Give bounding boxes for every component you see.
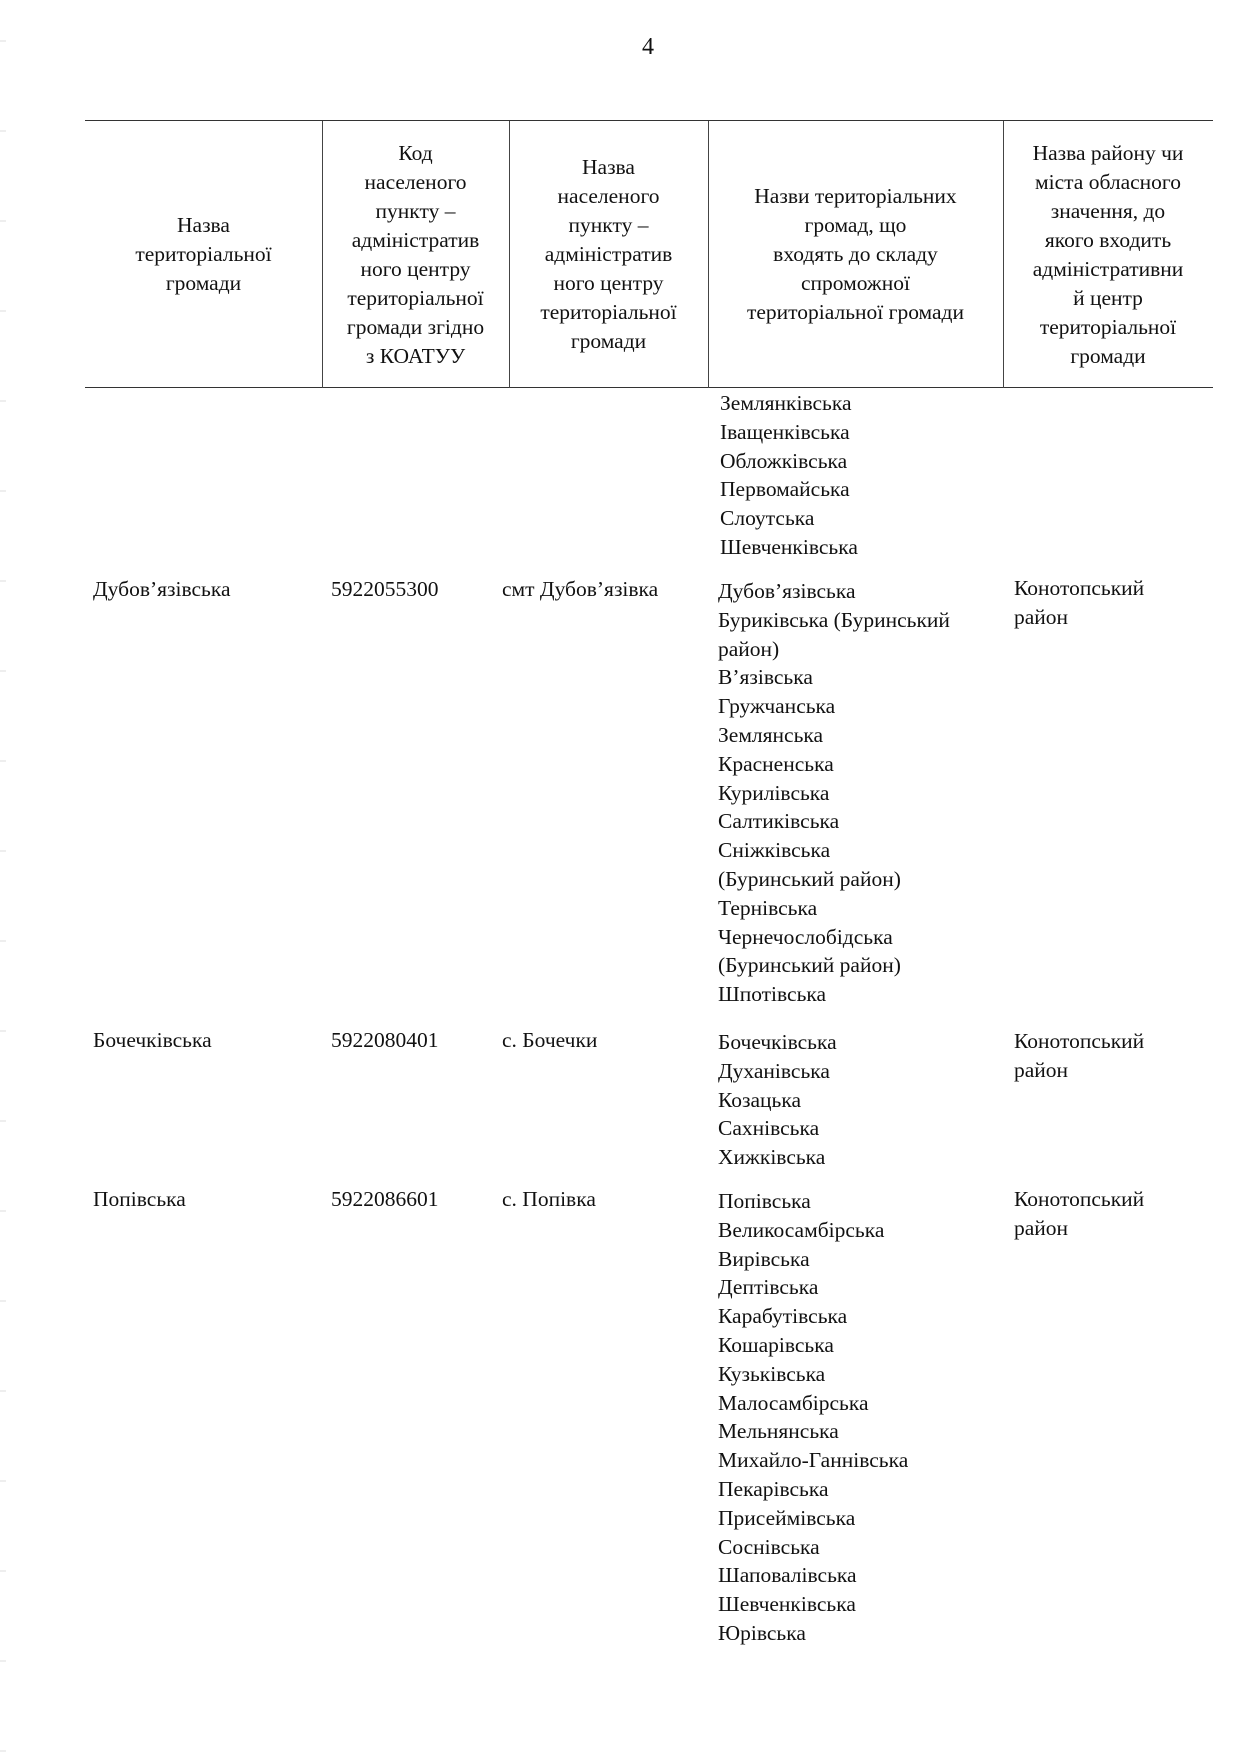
center-name: смт Дубов’язівка bbox=[502, 577, 659, 601]
koatuu-code: 5922055300 bbox=[331, 577, 439, 601]
member-community: (Буринський район) bbox=[718, 953, 901, 978]
header-text-line: якого входить bbox=[1044, 227, 1172, 252]
header-text-line: входять до складу bbox=[773, 242, 938, 266]
member-community: Кузьківська bbox=[718, 1361, 826, 1386]
header-text-line: спроможної bbox=[800, 271, 911, 295]
member-community: Дептівська bbox=[718, 1275, 819, 1300]
member-community: Пекарівська bbox=[718, 1476, 829, 1501]
header-text-line: територіальної bbox=[347, 285, 484, 310]
member-community: Кошарівська bbox=[718, 1332, 834, 1357]
district-name bbox=[1014, 574, 1144, 632]
member-community: район) bbox=[718, 636, 780, 661]
header-text-line: ного центру bbox=[553, 271, 664, 295]
member-community: (Буринський район) bbox=[718, 866, 901, 891]
member-community: Малосамбірська bbox=[718, 1390, 869, 1415]
member-community: Великосамбірська bbox=[718, 1217, 885, 1242]
member-community: Шаповалівська bbox=[718, 1563, 857, 1588]
member-community: Обложківська bbox=[720, 448, 848, 473]
member-community: Тернівська bbox=[718, 895, 818, 920]
district-text-line: район bbox=[1014, 1215, 1069, 1240]
community-name: Попівська bbox=[93, 1187, 186, 1211]
member-community: Землянська bbox=[718, 722, 824, 747]
header-text-line: Назви територіальних bbox=[754, 184, 957, 208]
header-text-line: пункту – bbox=[375, 198, 456, 223]
district-name bbox=[1014, 1025, 1144, 1083]
district-text-line: Конотопський bbox=[1014, 1029, 1145, 1053]
district-text-line: Конотопський bbox=[1014, 1187, 1145, 1211]
koatuu-code: 5922080401 bbox=[331, 1028, 439, 1052]
header-text-line: пункту – bbox=[568, 213, 649, 237]
center-name: с. Попівка bbox=[502, 1187, 596, 1211]
continued-member-list bbox=[720, 389, 858, 562]
member-community: Соснівська bbox=[718, 1534, 820, 1559]
header-text-line: й центр bbox=[1073, 285, 1143, 310]
header-text-line: Назва району чи bbox=[1032, 140, 1184, 165]
member-community: Бочечківська bbox=[718, 1030, 837, 1054]
center-name: с. Бочечки bbox=[502, 1028, 598, 1052]
member-community: Слоутська bbox=[720, 506, 815, 531]
member-community: Мельнянська bbox=[718, 1419, 839, 1444]
member-community: Чернечослобідська bbox=[718, 924, 893, 949]
scan-edge-noise bbox=[0, 0, 6, 1754]
header-text-line: громади bbox=[1070, 343, 1146, 368]
header-text-line: громади bbox=[165, 271, 242, 295]
member-community: Шевченківська bbox=[720, 534, 858, 559]
page-number: 4 bbox=[642, 34, 654, 60]
member-community: Хижківська bbox=[718, 1145, 826, 1170]
header-koatuu-code bbox=[322, 121, 509, 388]
member-community: Дубов’язівська bbox=[718, 579, 856, 603]
header-text-line: населеного bbox=[364, 169, 467, 194]
header-text-line: населеного bbox=[557, 184, 660, 208]
district-name bbox=[1014, 1185, 1144, 1243]
member-community: Красненська bbox=[718, 751, 834, 776]
member-community: Землянківська bbox=[720, 391, 852, 415]
header-text-line: адміністратив bbox=[351, 227, 480, 252]
header-text-line: Назва bbox=[177, 213, 230, 237]
district-text-line: район bbox=[1014, 1057, 1069, 1082]
community-name: Бочечківська bbox=[93, 1028, 212, 1052]
header-text-line: територіальної bbox=[1039, 314, 1177, 339]
header-text-line: значення, до bbox=[1050, 198, 1166, 223]
header-text-line: з КОАТУУ bbox=[365, 343, 466, 368]
header-district bbox=[1003, 121, 1213, 388]
header-center-name bbox=[509, 121, 708, 388]
community-name: Дубов’язівська bbox=[93, 577, 231, 601]
member-community: Шпотівська bbox=[718, 982, 827, 1007]
header-text-line: територіальної bbox=[540, 300, 677, 324]
member-community: Попівська bbox=[718, 1189, 811, 1213]
member-community: Сніжківська bbox=[718, 838, 831, 863]
header-text-line: Назва bbox=[582, 155, 635, 179]
header-text-line: ного центру bbox=[360, 256, 471, 281]
header-text-line: адміністратив bbox=[544, 242, 673, 266]
member-list bbox=[718, 1187, 908, 1648]
member-list bbox=[718, 1028, 837, 1172]
member-community: Юрівська bbox=[718, 1620, 806, 1645]
district-text-line: Конотопський bbox=[1014, 576, 1145, 600]
member-community: Сахнівська bbox=[718, 1116, 820, 1141]
member-community: Буриківська (Буринський bbox=[718, 607, 950, 632]
header-text-line: міста обласного bbox=[1035, 169, 1181, 194]
member-community: Козацька bbox=[718, 1087, 802, 1112]
header-text-line: громади bbox=[570, 329, 647, 353]
member-community: Вирівська bbox=[718, 1246, 810, 1271]
header-text-line: Код bbox=[398, 140, 433, 165]
member-community: В’язівська bbox=[718, 665, 813, 690]
district-text-line: район bbox=[1014, 604, 1069, 629]
header-text-line: громади згідно bbox=[346, 314, 485, 339]
member-community: Салтиківська bbox=[718, 809, 840, 834]
member-community: Духанівська bbox=[718, 1058, 830, 1083]
member-community: Карабутівська bbox=[718, 1304, 848, 1329]
member-community: Первомайська bbox=[720, 477, 850, 502]
header-member-communities bbox=[708, 121, 1003, 388]
koatuu-code: 5922086601 bbox=[331, 1187, 439, 1211]
header-text-line: територіальної bbox=[135, 242, 272, 266]
header-text-line: громад, що bbox=[804, 213, 907, 237]
header-text-line: адміністративни bbox=[1032, 256, 1184, 281]
member-community: Курилівська bbox=[718, 780, 830, 805]
member-list bbox=[718, 577, 950, 1009]
member-community: Шевченківська bbox=[718, 1592, 856, 1617]
member-community: Присеймівська bbox=[718, 1505, 856, 1530]
member-community: Гружчанська bbox=[718, 694, 836, 719]
member-community: Іващенківська bbox=[720, 419, 850, 444]
header-text-line: територіальної громади bbox=[746, 300, 964, 324]
member-community: Михайло-Ганнівська bbox=[718, 1448, 909, 1473]
header-community-name bbox=[85, 121, 322, 388]
